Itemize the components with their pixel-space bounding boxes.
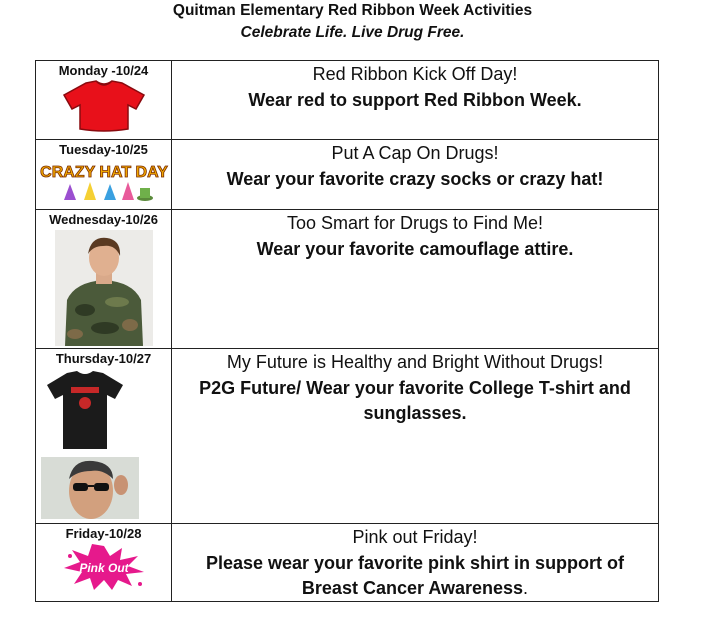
activity-title: Too Smart for Drugs to Find Me! — [286, 213, 544, 233]
day-cell — [36, 524, 172, 602]
day-label: Monday -10/24 — [58, 63, 149, 78]
activity-description: Wear your favorite crazy socks or crazy hat! — [226, 169, 604, 189]
red-tshirt-icon — [62, 79, 146, 133]
man-sunglasses-photo — [41, 457, 139, 519]
boy-camouflage-photo — [55, 230, 153, 346]
activity-cell — [172, 140, 659, 210]
activity-cell — [172, 210, 659, 349]
activity-description-period: . — [523, 578, 529, 598]
page-title: Quitman Elementary Red Ribbon Week Activities — [172, 2, 533, 19]
college-tshirt-icon — [45, 369, 125, 451]
table-row — [36, 210, 659, 349]
svg-text:CRAZY HAT DAY: CRAZY HAT DAY — [39, 164, 168, 181]
activity-title: Put A Cap On Drugs! — [331, 143, 499, 163]
activity-description: P2G Future/ Wear your favorite College T-shirt and sunglasses. — [199, 378, 631, 423]
crazy-hat-day-icon — [39, 158, 168, 204]
day-label: Tuesday-10/25 — [59, 142, 148, 157]
day-cell — [36, 210, 172, 349]
table-row — [36, 524, 659, 602]
activity-description: Wear your favorite camouflage attire. — [256, 239, 574, 259]
activity-description — [172, 551, 658, 601]
activity-description: Wear red to support Red Ribbon Week. — [248, 90, 582, 110]
day-cell — [36, 61, 172, 140]
page-subtitle: Celebrate Life. Live Drug Free. — [240, 24, 465, 41]
activity-title: My Future is Healthy and Bright Without Drugs! — [226, 352, 604, 372]
activity-cell — [172, 61, 659, 140]
day-label: Thursday-10/27 — [55, 351, 152, 366]
activity-cell — [172, 349, 659, 524]
day-label: Wednesday-10/26 — [49, 212, 158, 227]
table-row — [36, 140, 659, 210]
svg-text:Pink Out: Pink Out — [78, 561, 129, 575]
activity-cell — [172, 524, 659, 602]
activities-table — [35, 60, 659, 602]
pink-out-splash-icon — [60, 542, 148, 592]
activity-title: Red Ribbon Kick Off Day! — [312, 64, 518, 84]
activity-title: Pink out Friday! — [352, 527, 478, 547]
table-row — [36, 349, 659, 524]
day-cell — [36, 140, 172, 210]
day-cell — [36, 349, 172, 524]
table-row — [36, 61, 659, 140]
day-label: Friday-10/28 — [65, 526, 142, 541]
activity-description-text: Please wear your favorite pink shirt in support of Breast Cancer Awareness — [205, 553, 625, 598]
